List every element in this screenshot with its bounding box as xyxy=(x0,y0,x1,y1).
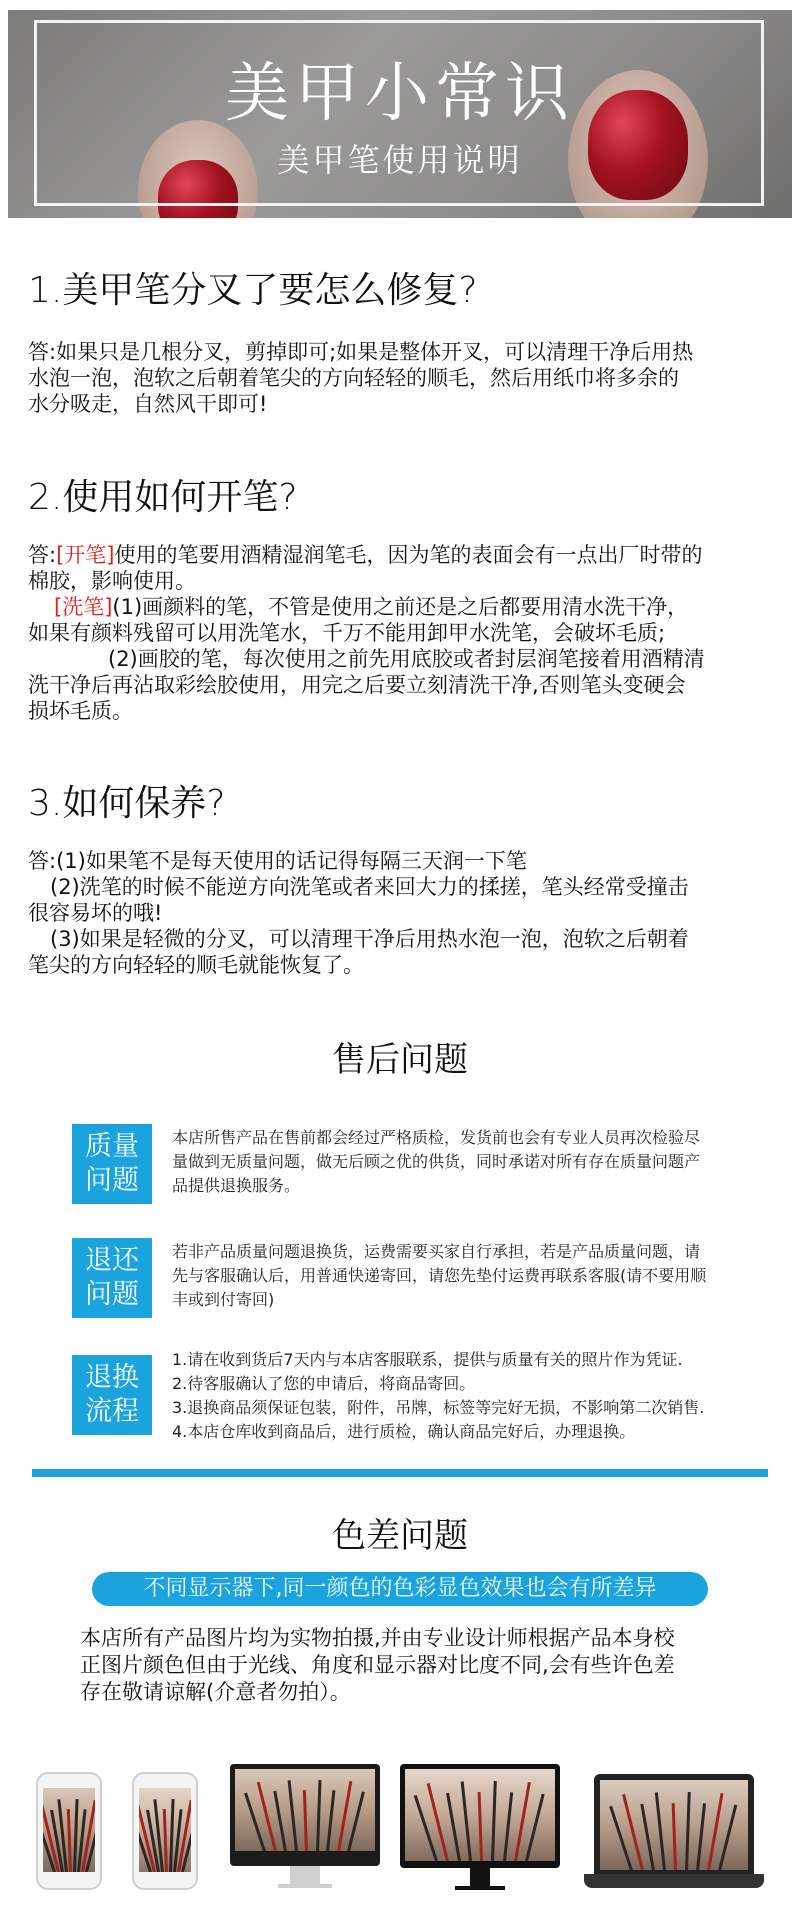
color-diff-title: 色差问题 xyxy=(332,1516,468,1556)
answer-line: 很容易坏的哦! xyxy=(28,901,163,925)
tile-label: 退还 xyxy=(85,1245,139,1276)
brush-graphic xyxy=(460,1781,471,1861)
answer-line: (3)如果是轻微的分叉，可以清理干净后用热水泡一泡，泡软之后朝着 xyxy=(50,927,689,951)
brush-graphic xyxy=(640,1803,655,1870)
brush-graphic xyxy=(525,1794,545,1861)
answer-text: 使用的笔要用酒精湿润笔毛，因为笔的表面会有一点出厂时带的 xyxy=(114,543,703,567)
brush-graphic xyxy=(672,1802,677,1870)
answer-line: 棉胶，影响使用。 xyxy=(28,569,196,593)
tag-wash-brush: [洗笔] xyxy=(54,595,113,619)
color-diff-text xyxy=(80,1625,760,1706)
brush-graphic xyxy=(685,1792,691,1870)
brush-graphic xyxy=(491,1781,497,1861)
answer-line: (2)画胶的笔，每次使用之前先用底胶或者封层润笔接着用酒精清 xyxy=(108,647,705,671)
answer-1 xyxy=(28,339,778,417)
laptop-device xyxy=(594,1774,754,1874)
answer-line: 如果有颜料残留可以用洗笔水，千万不能用卸甲水洗笔，会破坏毛质; xyxy=(28,621,666,645)
answer-line: 答:如果只是几根分叉，剪掉即可;如果是整体开叉，可以清理干净后用热 xyxy=(28,340,694,364)
return-issue-tile xyxy=(72,1238,152,1318)
brush-graphic xyxy=(696,1803,706,1870)
brush-screen xyxy=(43,1788,95,1872)
answer-line: (2)洗笔的时候不能逆方向洗笔或者来回大力的揉搓，笔头经常受撞击 xyxy=(50,875,689,899)
monitor-stand xyxy=(290,1866,320,1884)
phone-device xyxy=(36,1772,102,1890)
answer-text: (1)画颜料的笔，不管是使用之前还是之后都要用清水洗干净， xyxy=(112,595,689,619)
brush-graphic xyxy=(655,1792,666,1870)
text-line: 4.本店仓库收到商品后，进行质检，确认商品完好后，办理退换。 xyxy=(172,1422,636,1441)
phone-device xyxy=(132,1772,198,1890)
brush-graphic xyxy=(287,1780,297,1851)
answer-line: 损坏毛质。 xyxy=(28,699,133,723)
monitor-device xyxy=(400,1764,560,1868)
text-line: 正图片颜色但由于光线、角度和显示器对比度不同,会有些许色差 xyxy=(80,1653,675,1677)
question-2-title: 2.使用如何开笔? xyxy=(28,477,298,518)
question-3-title: 3.如何保养? xyxy=(28,783,226,824)
text-line: 存在敬请谅解(介意者勿拍）。 xyxy=(80,1680,351,1704)
brush-graphic xyxy=(347,1791,365,1851)
brush-graphic xyxy=(316,1780,321,1851)
text-line: 3.退换商品须保证包装，附件，吊牌，标签等完好无损，不影响第二次销售. xyxy=(172,1398,705,1417)
answer-line: 水分吸走，自然风干即可! xyxy=(28,392,268,416)
tile-label: 问题 xyxy=(85,1279,139,1310)
text-line: 1.请在收到货后7天内与本店客服联系，提供与质量有关的照片作为凭证. xyxy=(172,1350,683,1369)
after-sales-title: 售后问题 xyxy=(332,1040,468,1080)
brush-graphic xyxy=(163,1809,168,1872)
monitor-stand xyxy=(455,1886,505,1890)
tile-label: 质量 xyxy=(85,1131,139,1162)
brush-screen xyxy=(405,1769,555,1861)
answer-2 xyxy=(28,542,778,724)
brush-screen xyxy=(235,1769,375,1851)
text-line: 丰或到付寄回) xyxy=(172,1290,275,1309)
header-banner xyxy=(8,10,792,218)
brush-graphic xyxy=(446,1793,461,1861)
text-line: 先与客服确认后，用普通快递寄回，请您先垫付运费再联系客服(请不要用顺 xyxy=(172,1266,707,1285)
answer-line: 答:(1)如果笔不是每天使用的话记得每隔三天润一下笔 xyxy=(28,849,527,873)
return-issue-text xyxy=(172,1240,762,1312)
brush-graphic xyxy=(303,1789,308,1851)
page-subtitle: 美甲笔使用说明 xyxy=(277,141,523,179)
answer-prefix: 答: xyxy=(28,543,57,567)
text-line: 品提供退换服务。 xyxy=(172,1176,301,1195)
brush-screen xyxy=(600,1780,748,1870)
brush-graphic xyxy=(718,1804,737,1870)
answer-line: 洗干净后再沾取彩绘胶使用，用完之后要立刻清洗干净,否则笔头变硬会 xyxy=(28,673,686,697)
text-line: 本店所有产品图片均为实物拍摄,并由专业设计师根据产品本身校 xyxy=(80,1626,675,1650)
quality-issue-text xyxy=(172,1126,762,1198)
brush-graphic xyxy=(478,1792,483,1861)
answer-line xyxy=(28,594,778,620)
quality-issue-tile xyxy=(72,1124,152,1204)
text-line: 若非产品质量问题退换货，运费需要买家自行承担，若是产品质量问题，请 xyxy=(172,1242,701,1261)
imac-device xyxy=(230,1764,380,1866)
device-comparison-image xyxy=(0,1760,800,1910)
text-line: 量做到无质量问题，做无后顾之优的供货，同时承诺对所有存在质量问题产 xyxy=(172,1152,701,1171)
monitor-stand xyxy=(470,1868,490,1886)
answer-line: 笔尖的方向轻轻的顺毛就能恢复了。 xyxy=(28,953,364,977)
answer-3 xyxy=(28,848,778,978)
text-line: 本店所售产品在售前都会经过严格质检，发货前也会有专业人员再次检验尽 xyxy=(172,1128,701,1147)
tile-label: 问题 xyxy=(85,1165,139,1196)
page-title: 美甲小常识 xyxy=(225,57,575,131)
exchange-process-tile xyxy=(72,1355,152,1435)
question-1-title: 1.美甲笔分叉了要怎么修复? xyxy=(28,270,478,311)
answer-line: 水泡一泡，泡软之后朝着笔尖的方向轻轻的顺毛，然后用纸巾将多余的 xyxy=(28,366,679,390)
brush-graphic xyxy=(503,1792,513,1861)
laptop-base xyxy=(584,1874,764,1888)
exchange-process-text xyxy=(172,1348,762,1444)
section-divider xyxy=(32,1469,768,1477)
tile-label: 退换 xyxy=(85,1362,139,1393)
text-line: 2.待客服确认了您的申请后，将商品寄回。 xyxy=(172,1374,476,1393)
brush-graphic xyxy=(273,1790,287,1851)
tile-label: 流程 xyxy=(85,1396,139,1427)
brush-graphic xyxy=(326,1790,335,1851)
brush-screen xyxy=(139,1788,191,1872)
brush-graphic xyxy=(67,1809,72,1872)
monitor-stand xyxy=(278,1884,332,1888)
answer-line xyxy=(28,542,778,568)
tag-open-brush: [开笔] xyxy=(56,543,115,567)
color-diff-banner: 不同显示器下,同一颜色的色彩显色效果也会有所差异 xyxy=(92,1572,708,1606)
